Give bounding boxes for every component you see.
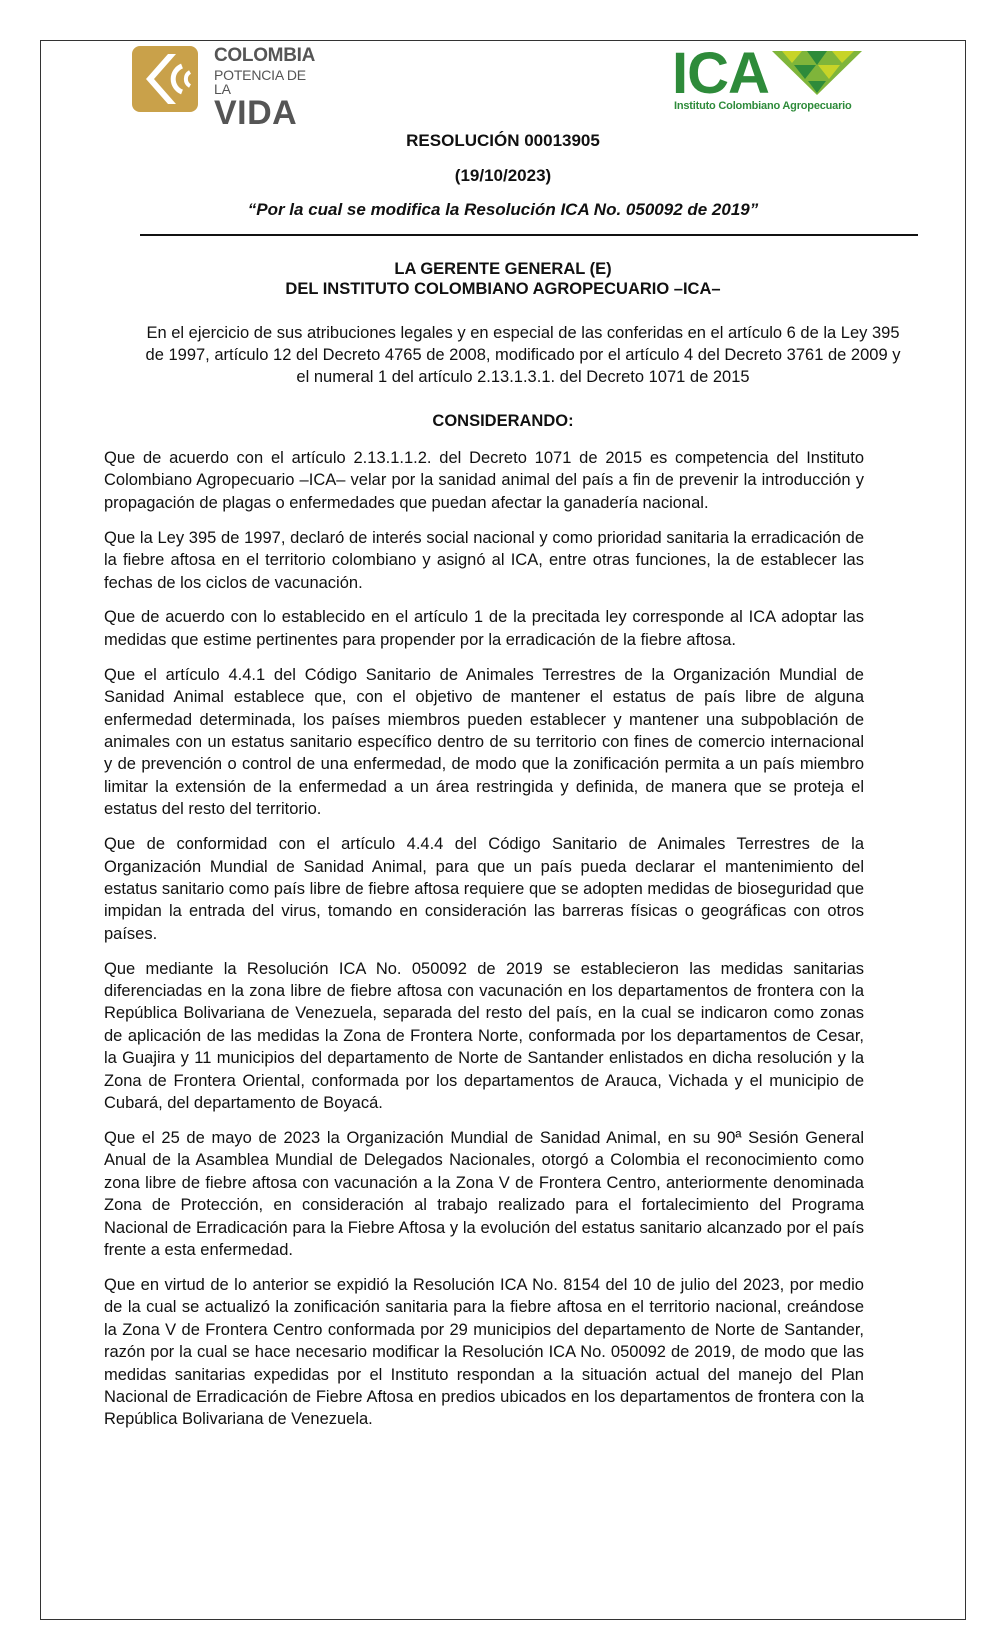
considerando-heading: CONSIDERANDO: — [432, 412, 574, 430]
paragraph: Que en virtud de lo anterior se expidió la Resolución ICA No. 8154 del 10 de julio del 2023, por medio de la cual se actualizó la zonificación sanitaria para la fiebre aftosa en el territorio nacional, creándose la Zona V de Frontera Centro conformada por 29 municipios del departamento de Norte de Santander, razón por la cual se hace necesario modificar la Resolución ICA No. 050092 de 2019, de modo que las medidas sanitarias expedidas por el Instituto respondan a la situación actual del manejo del Plan Nacional de Erradicación de Fiebre Aftosa en predios ubicados en los departamentos de frontera con la República Bolivariana de Venezuela. — [104, 1275, 864, 1429]
paragraph: Que el 25 de mayo de 2023 la Organización Mundial de Sanidad Animal, en su 90ª Sesión General Anual de la Asamblea Mundial de Delegados Nacionales, otorgó a Colombia el reconocimiento como zona libre de fiebre aftosa con vacunación a la Zona V de Frontera Centro, anteriormente denominada Zona de Protección, en consideración al trabajo realizado para el fortalecimiento del Programa Nacional de Erradicación para la Fiebre Aftosa y la evolución del estatus sanitario alcanzado por el país frente a esta enfermedad. — [104, 1128, 864, 1259]
ica-logo — [672, 41, 862, 116]
paragraph: Que la Ley 395 de 1997, declaró de interés social nacional y como prioridad sanitaria la erradicación de la fiebre aftosa en el territorio colombiano y asignó al ICA, entre otras funciones, la de establecer las fechas de los ciclos de vacunación. — [104, 528, 864, 592]
resolution-date: (19/10/2023) — [454, 166, 552, 185]
authority-heading — [100, 259, 906, 299]
paragraph: Que de conformidad con el artículo 4.4.4 del Código Sanitario de Animales Terrestres de la Organización Mundial de Sanidad Animal, para que un país pueda declarar el mantenimiento del estatus sanitario como país libre de fiebre aftosa requiere que se adopten medidas de bioseguridad que impidan la entrada del virus, tomando en consideración las barreras físicas o geográficas con otros países. — [104, 835, 864, 943]
logo-line-3: VIDA — [214, 94, 298, 132]
paragraph: Que el artículo 4.4.1 del Código Sanitario de Animales Terrestres de la Organización Mundial de Sanidad Animal establece que, con el objetivo de mantener el estatus de país libre de alguna enfermedad determinada, los países miembros pueden establecer y mantener una subpoblación de animales con un estatus sanitario específico dentro de su territorio con fines de comercio internacional y de prevención o control de una enfermedad, de modo que la zonificación permita a un país miembro limitar la extensión de la enfermedad a un área restringida y definida, de manera que se proteja el estatus del resto del territorio. — [104, 665, 864, 819]
authority-line-2: DEL INSTITUTO COLOMBIANO AGROPECUARIO –ICA– — [285, 280, 721, 298]
colombia-potencia-logo — [132, 45, 322, 132]
colombia-logo-mark-icon — [132, 46, 200, 112]
paragraph: Que de acuerdo con lo establecido en el artículo 1 de la precitada ley corresponde al ICA adoptar las medidas que estime pertinentes para propender por la erradicación de la fiebre aftosa. — [104, 608, 864, 649]
paragraph: Que mediante la Resolución ICA No. 050092 de 2019 se establecieron las medidas sanitarias diferenciadas en la zona libre de fiebre aftosa con vacunación en los departamentos de frontera con la República Bolivariana de Venezuela, separada del resto del país, en la cual se indicaron como zonas de aplicación de las medidas la Zona de Frontera Norte, conformada por los departamentos de Cesar, la Guajira y 11 municipios del departamento de Norte de Santander enlistados en dicha resolución y la Zona de Frontera Oriental, conformada por los departamentos de Arauca, Vichada y el municipio de Cubará, del departamento de Boyacá. — [104, 959, 864, 1113]
ica-logo-name: ICA — [672, 41, 769, 106]
logo-line-2: POTENCIA DE LA — [214, 67, 306, 97]
document-body — [104, 447, 864, 1443]
authority-line-1: LA GERENTE GENERAL (E) — [394, 260, 612, 278]
preamble: En el ejercicio de sus atribuciones legales y en especial de las conferidas en el artículo 6 de la Ley 395 de 1997, artículo 12 del Decreto 4765 de 2008, modificado por el artículo 4 del Decreto 3761 de 2009 y el numeral 1 del artículo 2.13.1.3.1. del Decreto 1071 de 2015 — [145, 324, 901, 386]
header-divider — [140, 234, 918, 236]
paragraph: Que de acuerdo con el artículo 2.13.1.1.2. del Decreto 1071 de 2015 es competencia del Instituto Colombiano Agropecuario –ICA– velar por la sanidad animal del país a fin de prevenir la introducción y propagación de plagas o enfermedades que puedan afectar la ganadería nacional. — [104, 449, 864, 512]
ica-leaf-icon — [772, 49, 862, 97]
resolution-subtitle: “Por la cual se modifica la Resolución ICA No. 050092 de 2019” — [247, 200, 759, 219]
ica-logo-subtitle: Instituto Colombiano Agropecuario — [674, 100, 852, 112]
resolution-title: RESOLUCIÓN 00013905 — [406, 131, 600, 150]
logo-line-1: COLOMBIA — [214, 45, 316, 66]
